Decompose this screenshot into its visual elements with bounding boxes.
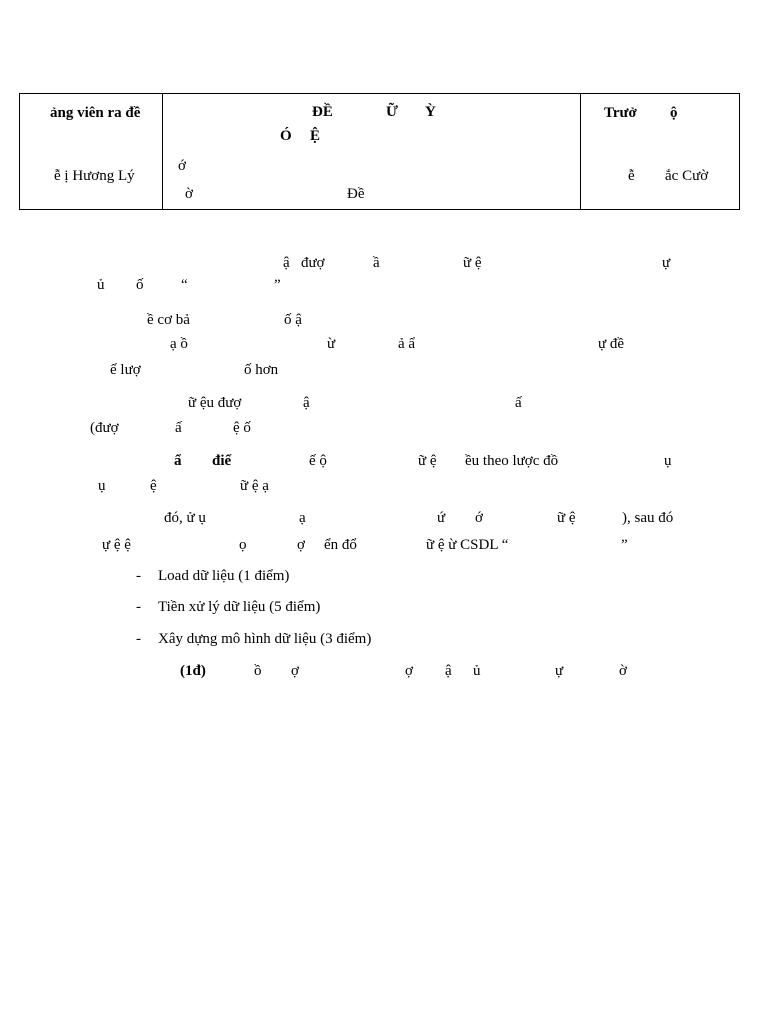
p5-text: ữ ệ [557, 510, 576, 526]
head-title-a: Trưở [604, 105, 637, 121]
p5-text: ớ [475, 510, 483, 526]
exam-subtitle-a: Ó [280, 128, 292, 144]
p4-text: ụ [98, 478, 106, 494]
p4-text: ữ ệ ạ [240, 478, 269, 494]
p5-text: ự ệ ệ [102, 537, 131, 553]
p1-text: ố [136, 277, 144, 293]
last-line-text: ự [555, 663, 564, 679]
p2-text: ự đề [598, 336, 625, 352]
p3-text: (đượ [90, 420, 119, 436]
p3-text: ậ [303, 395, 310, 411]
exam-title-a: ĐỀ [312, 104, 333, 120]
p1-text: đượ [301, 255, 325, 271]
last-line-text: ợ [291, 663, 299, 679]
list-dash: - [136, 568, 141, 584]
p4-text: ụ [664, 453, 672, 469]
p4-text: ế ộ [309, 453, 327, 469]
p4-text: ẩ [174, 453, 182, 469]
head-title-b: ộ [670, 105, 678, 121]
p1-text: ” [274, 277, 281, 293]
last-line-text: ậ [445, 663, 452, 679]
p5-text: ọ [239, 537, 247, 553]
list-item [136, 630, 456, 648]
last-line-text: ồ [254, 663, 262, 679]
p2-text: ừ [327, 336, 336, 352]
header-left-cell [20, 94, 163, 209]
p2-text: ả ẩ [398, 336, 416, 352]
p3-text: ấ [175, 420, 182, 436]
p2-text: ế lượ [110, 362, 141, 378]
p1-text: ầ [373, 255, 380, 271]
p3-text: ấ [515, 395, 522, 411]
header-right-cell [581, 94, 739, 209]
exam-title-c: Ỳ [425, 104, 436, 120]
p5-text: ), sau đó [622, 510, 674, 526]
last-line-text: ợ [405, 663, 413, 679]
class-label: ớ [178, 158, 186, 174]
p4-text: ệ [150, 478, 157, 494]
exam-code-label: Đề [347, 186, 365, 202]
p2-text: ố hơn [244, 362, 279, 378]
p2-text: ạ ồ [170, 336, 188, 352]
list-item [136, 567, 456, 585]
p5-text: ” [621, 537, 628, 553]
p4-text: điể [212, 453, 232, 469]
p1-text: ủ [97, 277, 105, 293]
lecturer-title: ảng viên ra đề [50, 105, 141, 121]
header-center-cell [163, 94, 581, 209]
p5-text: ợ [297, 537, 305, 553]
p4-text: ữ ệ [418, 453, 437, 469]
p5-text: ứ [437, 510, 446, 526]
last-line-points: (1đ) [180, 663, 206, 679]
time-label: ờ [185, 186, 193, 202]
last-line-text: ủ [473, 663, 481, 679]
p5-text: ển đổ [324, 537, 357, 553]
p5-text: đó, ử ụ [164, 510, 206, 526]
p3-text: ữ ệu đượ [188, 395, 242, 411]
header-table [19, 93, 740, 210]
head-name-b: ắc Cườ [665, 168, 709, 184]
last-line-text: ờ [619, 663, 627, 679]
p1-text: “ [181, 277, 188, 293]
list-dash: - [136, 599, 141, 615]
list-item [136, 598, 456, 616]
list-item-text: Load dữ liệu (1 điểm) [158, 568, 290, 584]
p1-text: ữ ệ [463, 255, 482, 271]
head-name-a: ễ [628, 168, 635, 184]
list-dash: - [136, 631, 141, 647]
exam-subtitle-b: Ệ [310, 128, 321, 144]
p3-text: ệ ố [233, 420, 251, 436]
p1-text: ự [662, 255, 671, 271]
p2-text: ố ậ [284, 312, 302, 328]
list-item-text: Tiền xử lý dữ liệu (5 điểm) [158, 599, 321, 615]
exam-title-b: Ữ [386, 104, 398, 120]
p1-text: ậ [283, 255, 290, 271]
lecturer-name: ễ ị Hương Lý [54, 168, 135, 184]
list-item-text: Xây dựng mô hình dữ liệu (3 điểm) [158, 631, 372, 647]
p5-text: ữ ệ ừ CSDL “ [426, 537, 509, 553]
p2-text: ề cơ bả [147, 312, 190, 328]
p5-text: ạ [299, 510, 306, 526]
p4-text: ều theo lược đồ [465, 453, 559, 469]
